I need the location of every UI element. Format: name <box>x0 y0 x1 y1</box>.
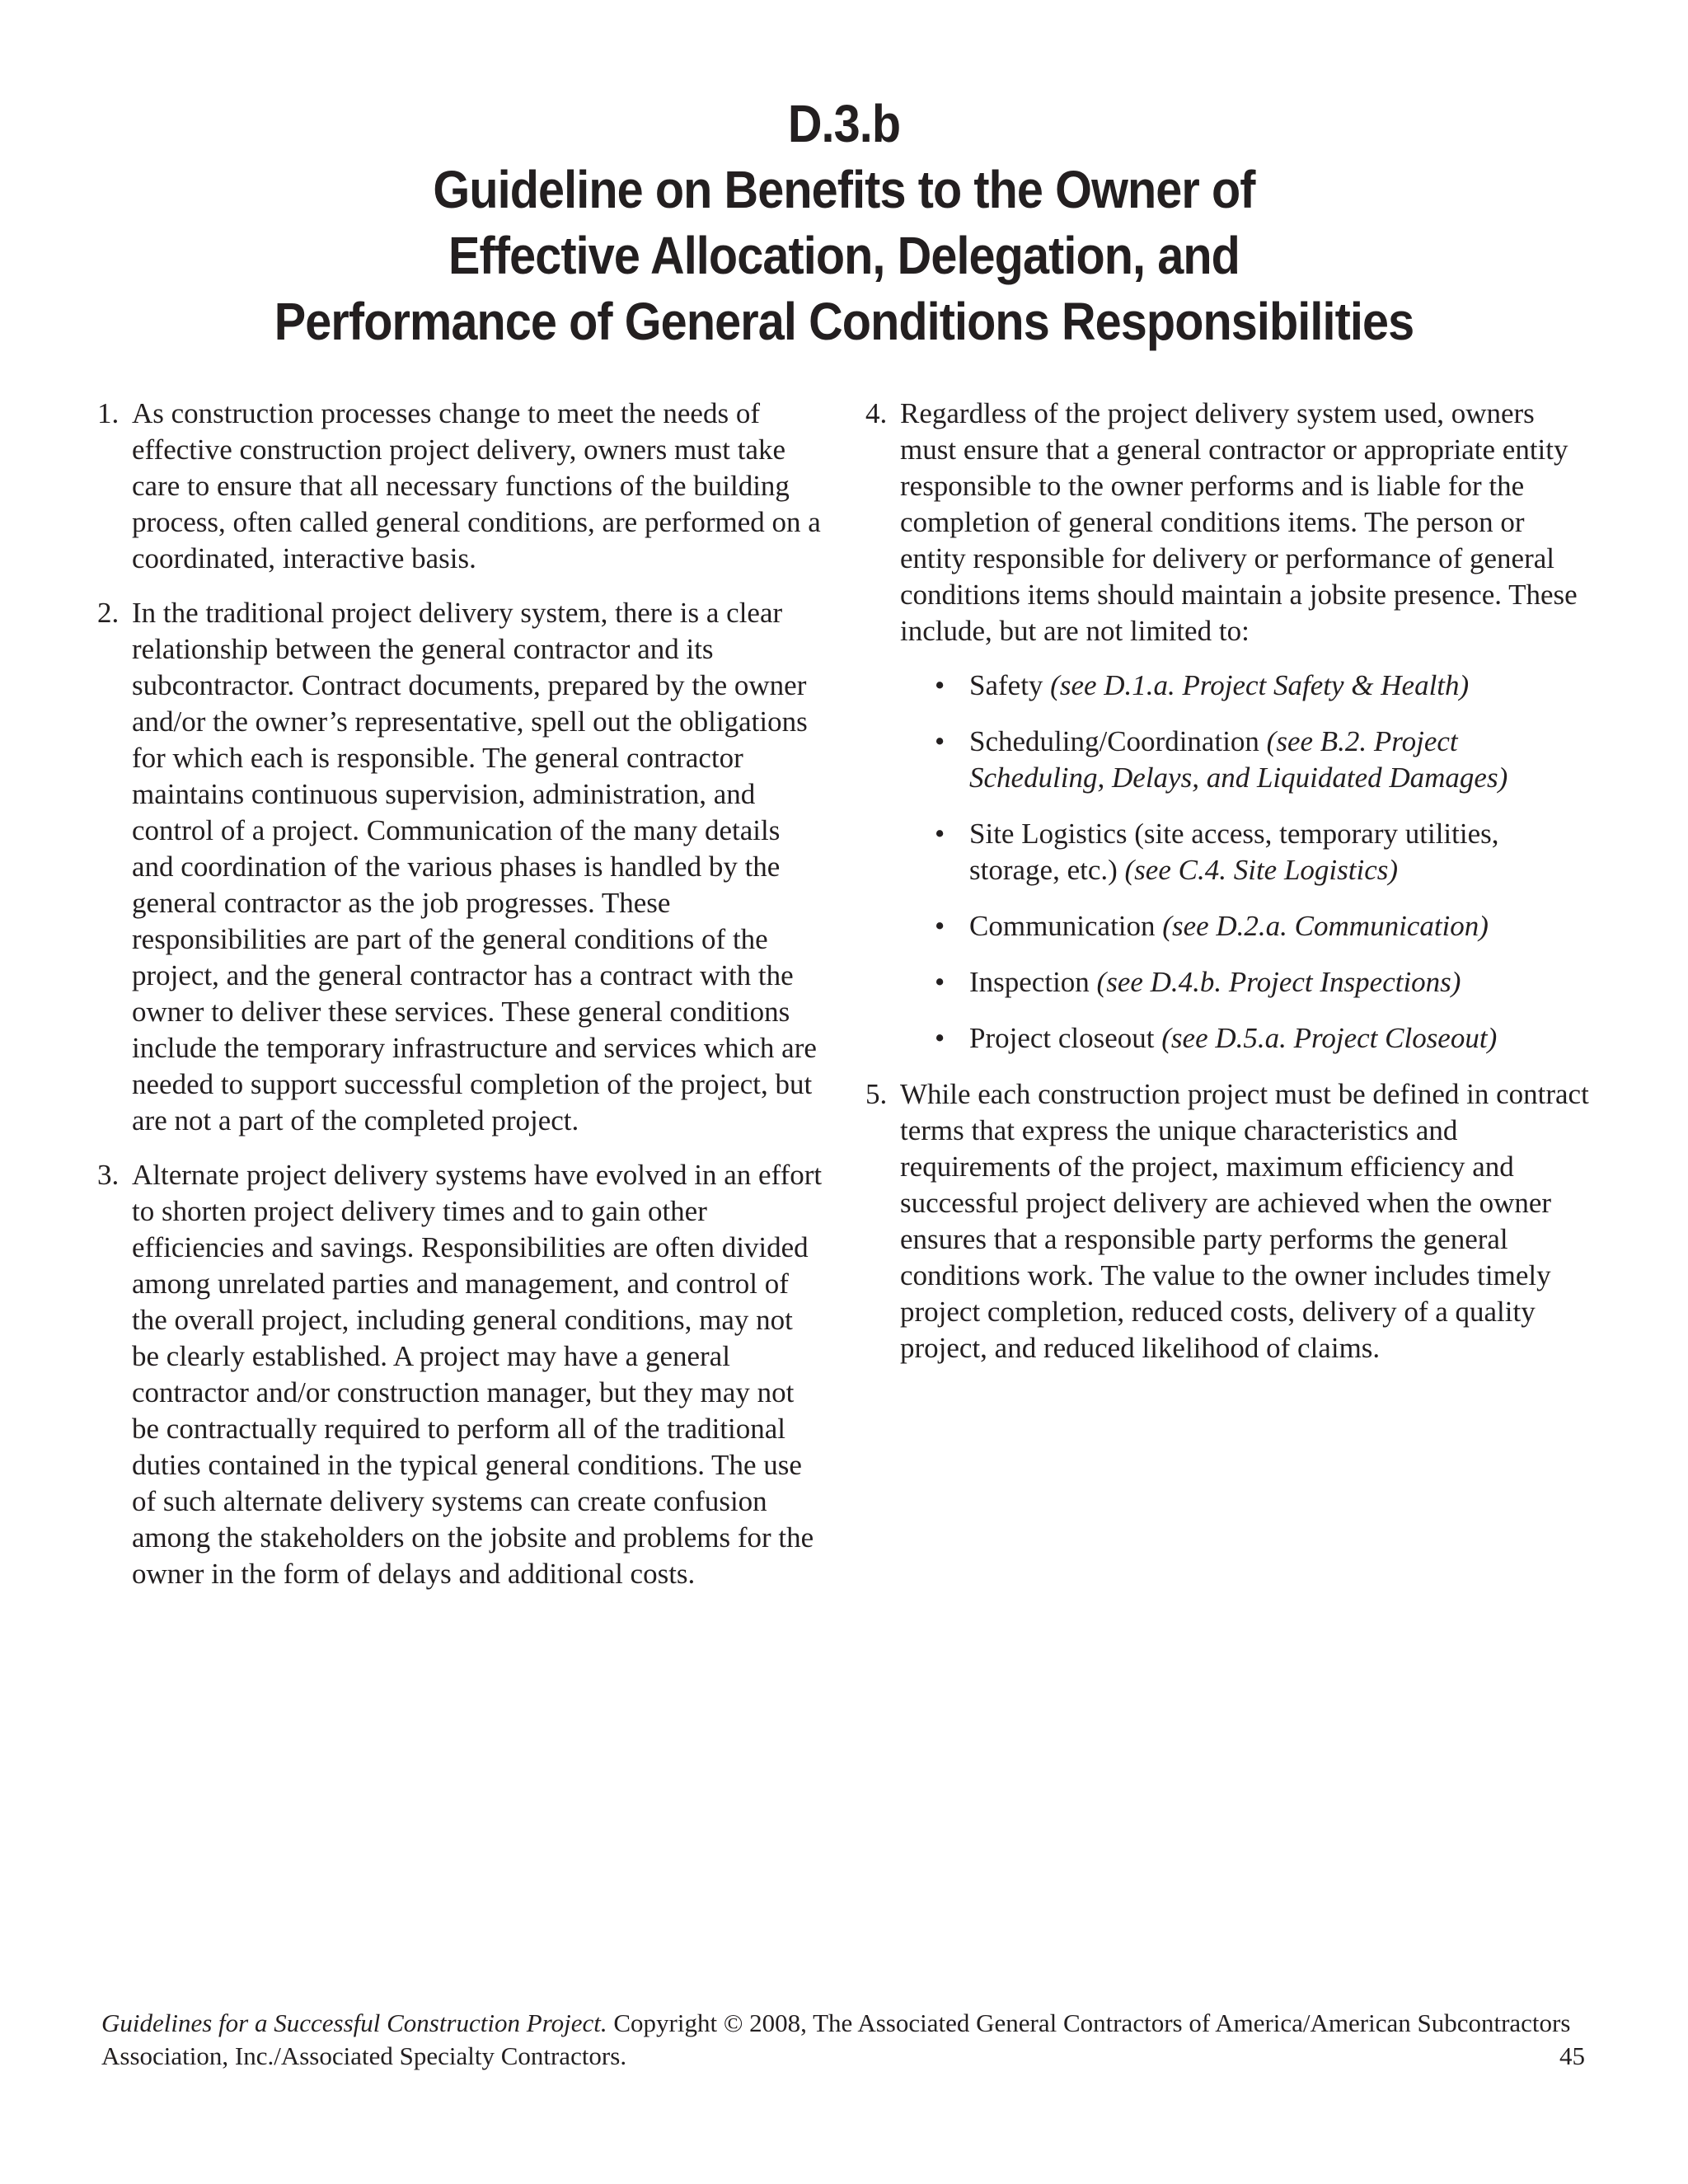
item-number: 3. <box>97 1159 120 1191</box>
bullet-ref: (see D.1.a. Project Safety & Health) <box>1050 669 1470 701</box>
bullet-text: Safety <box>969 669 1043 701</box>
item-number: 5. <box>865 1078 888 1110</box>
item-text: Regardless of the project delivery system used, owners must ensure that a general contractor or appropriate entity responsible to the owner performs and is liable for the completion of general conditions items. The person or entity responsible for delivery or performance of general conditions items should maintain a jobsite presence. These include, but are not limited to: <box>900 397 1578 647</box>
bullet-text: Inspection <box>969 966 1090 998</box>
right-column <box>865 396 1591 1385</box>
bullet-text: Site Logistics (site access, temporary utilities, storage, etc.) <box>969 818 1499 886</box>
list-item-1 <box>97 396 823 577</box>
bullet-text: Communication <box>969 910 1156 942</box>
bullet-text: Scheduling/Coordination <box>969 725 1259 757</box>
title-line-3: Performance of General Conditions Responsibilities <box>274 292 1414 351</box>
item-number: 2. <box>97 597 120 629</box>
bullet-marker: • <box>935 966 945 998</box>
bullet-marker: • <box>935 818 945 850</box>
title-line-2: Effective Allocation, Delegation, and <box>448 226 1240 285</box>
bullet-text: Project closeout <box>969 1022 1155 1054</box>
title-line-1: Guideline on Benefits to the Owner of <box>433 160 1255 219</box>
bullet-safety <box>900 668 1591 704</box>
item-number: 4. <box>865 397 888 429</box>
bullet-ref: (see B.2. Project Scheduling, Delays, and Liquidated Damages) <box>969 725 1508 794</box>
page-footer <box>101 2007 1585 2073</box>
section-code: D.3.b <box>787 94 901 153</box>
bullet-project-closeout <box>900 1020 1591 1057</box>
bullet-marker: • <box>935 1022 945 1054</box>
item-text: While each construction project must be defined in contract terms that express the unique characteristics and requirements of the project, maximum efficiency and successful project delivery are achieved when the owner ensures that a responsible party performs the general conditions work. The value to the owner includes timely project completion, reduced costs, delivery of a quality project, and reduced likelihood of claims. <box>900 1078 1589 1364</box>
bullet-ref: (see C.4. Site Logistics) <box>1124 854 1399 886</box>
list-item-2 <box>97 595 823 1139</box>
item-number: 1. <box>97 397 120 429</box>
bullet-site-logistics <box>900 816 1591 888</box>
footer-publication-title: Guidelines for a Successful Construction Project. <box>101 2008 607 2037</box>
page-number: 45 <box>1559 2041 1585 2070</box>
list-item-3 <box>97 1157 823 1592</box>
footer-copyright: Copyright © 2008, The Associated General Contractors of America/American Subcontractors Association, Inc./Associated Specialty Contractors. <box>101 2008 1571 2070</box>
bullet-scheduling <box>900 724 1591 796</box>
bullet-inspection <box>900 964 1591 1001</box>
left-column <box>97 396 823 1610</box>
bullet-communication <box>900 908 1591 944</box>
bullet-ref: (see D.5.a. Project Closeout) <box>1161 1022 1498 1054</box>
page-header <box>84 91 1603 354</box>
bullet-marker: • <box>935 725 945 757</box>
item-text: As construction processes change to meet the needs of effective construction project delivery, owners must take care to ensure that all necessary functions of the building process, often called general conditions, are performed on a coordinated, interactive basis. <box>132 397 821 574</box>
bullet-ref: (see D.4.b. Project Inspections) <box>1096 966 1461 998</box>
list-item-4 <box>865 396 1591 1057</box>
item-text: Alternate project delivery systems have evolved in an effort to shorten project delivery times and to gain other efficiencies and savings. Responsibilities are often divided among unrelated parties and management, and control of the overall project, including general conditions, may not be clearly established. A project may have a general contractor and/or construction manager, but they may not be contractually required to perform all of the traditional duties contained in the typical general conditions. The use of such alternate delivery systems can create confusion among the stakeholders on the jobsite and problems for the owner in the form of delays and additional costs. <box>132 1159 823 1590</box>
bullet-list <box>900 668 1591 1057</box>
list-item-5 <box>865 1076 1591 1366</box>
item-text: In the traditional project delivery system, there is a clear relationship between the general contractor and its subcontractor. Contract documents, prepared by the owner and/or the owner’s representative, spell out the obligations for which each is responsible. The general contractor maintains continuous supervision, administration, and control of a project. Communication of the many details and coordination of the various phases is handled by the general contractor as the job progresses. These responsibilities are part of the general conditions of the project, and the general contractor has a contract with the owner to deliver these services. These general conditions include the temporary infrastructure and services which are needed to support successful completion of the project, but are not a part of the completed project. <box>132 597 817 1137</box>
bullet-ref: (see D.2.a. Communication) <box>1162 910 1489 942</box>
bullet-marker: • <box>935 910 945 942</box>
bullet-marker: • <box>935 669 945 701</box>
